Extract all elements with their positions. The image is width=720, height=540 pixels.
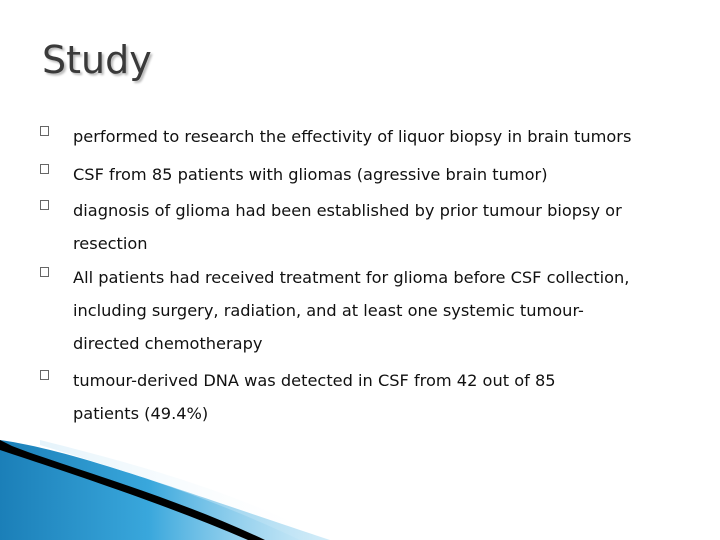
bullet-text-1 (73, 120, 693, 153)
square-bullet-icon (40, 267, 49, 277)
bullet-text-2 (73, 158, 693, 191)
bullet-line: resection (73, 234, 148, 253)
bullet-text-5 (73, 364, 693, 430)
bullet-line: tumour-derived DNA was detected in CSF from 42 out of 85 (73, 371, 556, 390)
bullet-text-3 (73, 194, 693, 260)
square-bullet-icon (40, 370, 49, 380)
square-bullet-icon (40, 200, 49, 210)
bullet-line: performed to research the effectivity of liquor biopsy in brain tumors (73, 127, 632, 146)
bullet-line: including surgery, radiation, and at least one systemic tumour- (73, 301, 584, 320)
square-bullet-icon (40, 126, 49, 136)
bullet-line: patients (49.4%) (73, 404, 209, 423)
bullet-line: directed chemotherapy (73, 334, 263, 353)
slide-title: Study (42, 38, 152, 82)
bullet-line: diagnosis of glioma had been established by prior tumour biopsy or (73, 201, 622, 220)
bullet-line: CSF from 85 patients with gliomas (agressive brain tumor) (73, 165, 548, 184)
square-bullet-icon (40, 164, 49, 174)
bullet-text-4 (73, 261, 693, 360)
bullet-line: All patients had received treatment for glioma before CSF collection, (73, 268, 630, 287)
